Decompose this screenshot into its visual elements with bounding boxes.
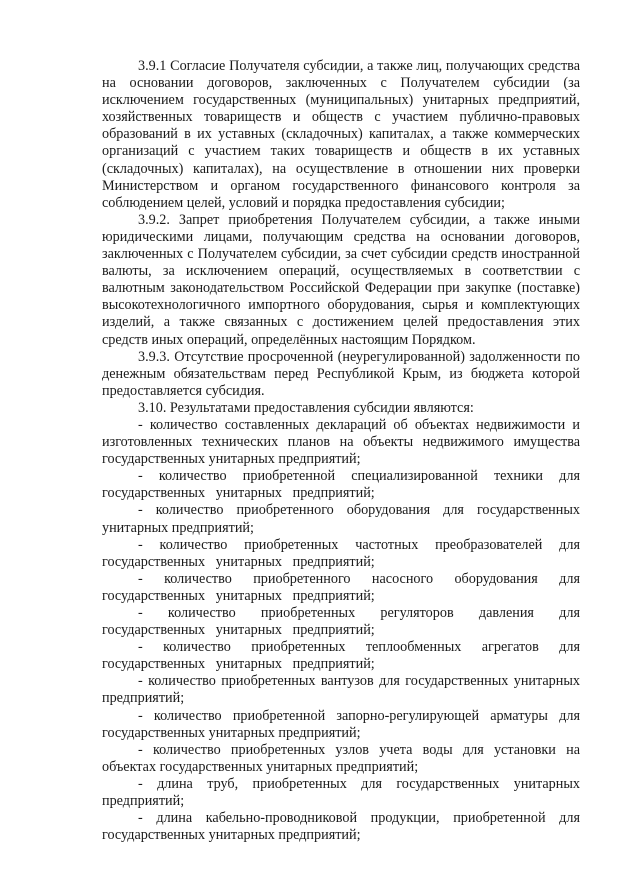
result-item-shutoff-valves: - количество приобретенной запорно-регулирующей арматуры для государственных унитарных предприятий; <box>102 707 580 741</box>
result-item-pipe-length: - длина труб, приобретенных для государственных унитарных предприятий; <box>102 775 580 810</box>
result-item-declarations: - количество составленных деклараций об объектах недвижимости и изготовленных технических планов на объекты недвижимого имущества государственных унитарных предприятий; <box>102 416 580 468</box>
result-item-heat-exchangers: - количество приобретенных теплообменных агрегатов для государственных унитарных предприятий; <box>102 639 580 673</box>
result-item-pressure-regulators: - количество приобретенных регуляторов давления для государственных унитарных предприятий; <box>102 605 580 639</box>
result-item-special-machinery: - количество приобретенной специализированной техники для государственных унитарных предприятий; <box>102 468 580 502</box>
result-item-air-valves: - количество приобретенных вантузов для государственных унитарных предприятий; <box>102 673 580 707</box>
paragraph-3-10: 3.10. Результатами предоставления субсидии являются: <box>138 399 474 416</box>
result-item-cable-length: - длина кабельно-проводниковой продукции, приобретенной для государственных унитарных предприятий; <box>102 810 580 844</box>
paragraph-3-9-2: 3.9.2. Запрет приобретения Получателем субсидии, а также иными юридическими лицами, получающим средства на основании договоров, заключенных с Получателем субсидии, за счет субсидии средств иностранной валюты, за исключением операций, осуществляемых в соответствии с валютным законодательством Российской Федерации при закупке (поставке) высокотехнологичного импортного оборудования, сырья и комплектующих изделий, а также связанных с достижением целей предоставления этих средств иных операций, определённых настоящим Порядком. <box>102 211 580 348</box>
document-page <box>102 58 580 844</box>
paragraph-3-9-1: 3.9.1 Согласие Получателя субсидии, а также лиц, получающих средства на основании договоров, заключенных с Получателем субсидии (за исключением государственных (муниципальных) унитарных предприятий, хозяйственных товариществ и обществ с участием публично-правовых образований в их уставных (складочных) капиталах, а также коммерческих организаций с участием таких товариществ и обществ в их уставных (складочных) капиталах), на осуществление в отношении них проверки Министерством и органом государственного финансового контроля за соблюдением целей, условий и порядка предоставления субсидии; <box>102 58 580 211</box>
result-item-pump-equipment: - количество приобретенного насосного оборудования для государственных унитарных предприятий; <box>102 570 580 604</box>
result-item-water-meters: - количество приобретенных узлов учета воды для установки на объектах государственных унитарных предприятий; <box>102 741 580 775</box>
paragraph-3-9-3: 3.9.3. Отсутствие просроченной (неурегулированной) задолженности по денежным обязательствам перед Республикой Крым, из бюджета которой предоставляется субсидия. <box>102 348 580 399</box>
result-item-equipment: - количество приобретенного оборудования для государственных унитарных предприятий; <box>102 502 580 536</box>
result-item-frequency-converters: - количество приобретенных частотных преобразователей для государственных унитарных предприятий; <box>102 536 580 570</box>
